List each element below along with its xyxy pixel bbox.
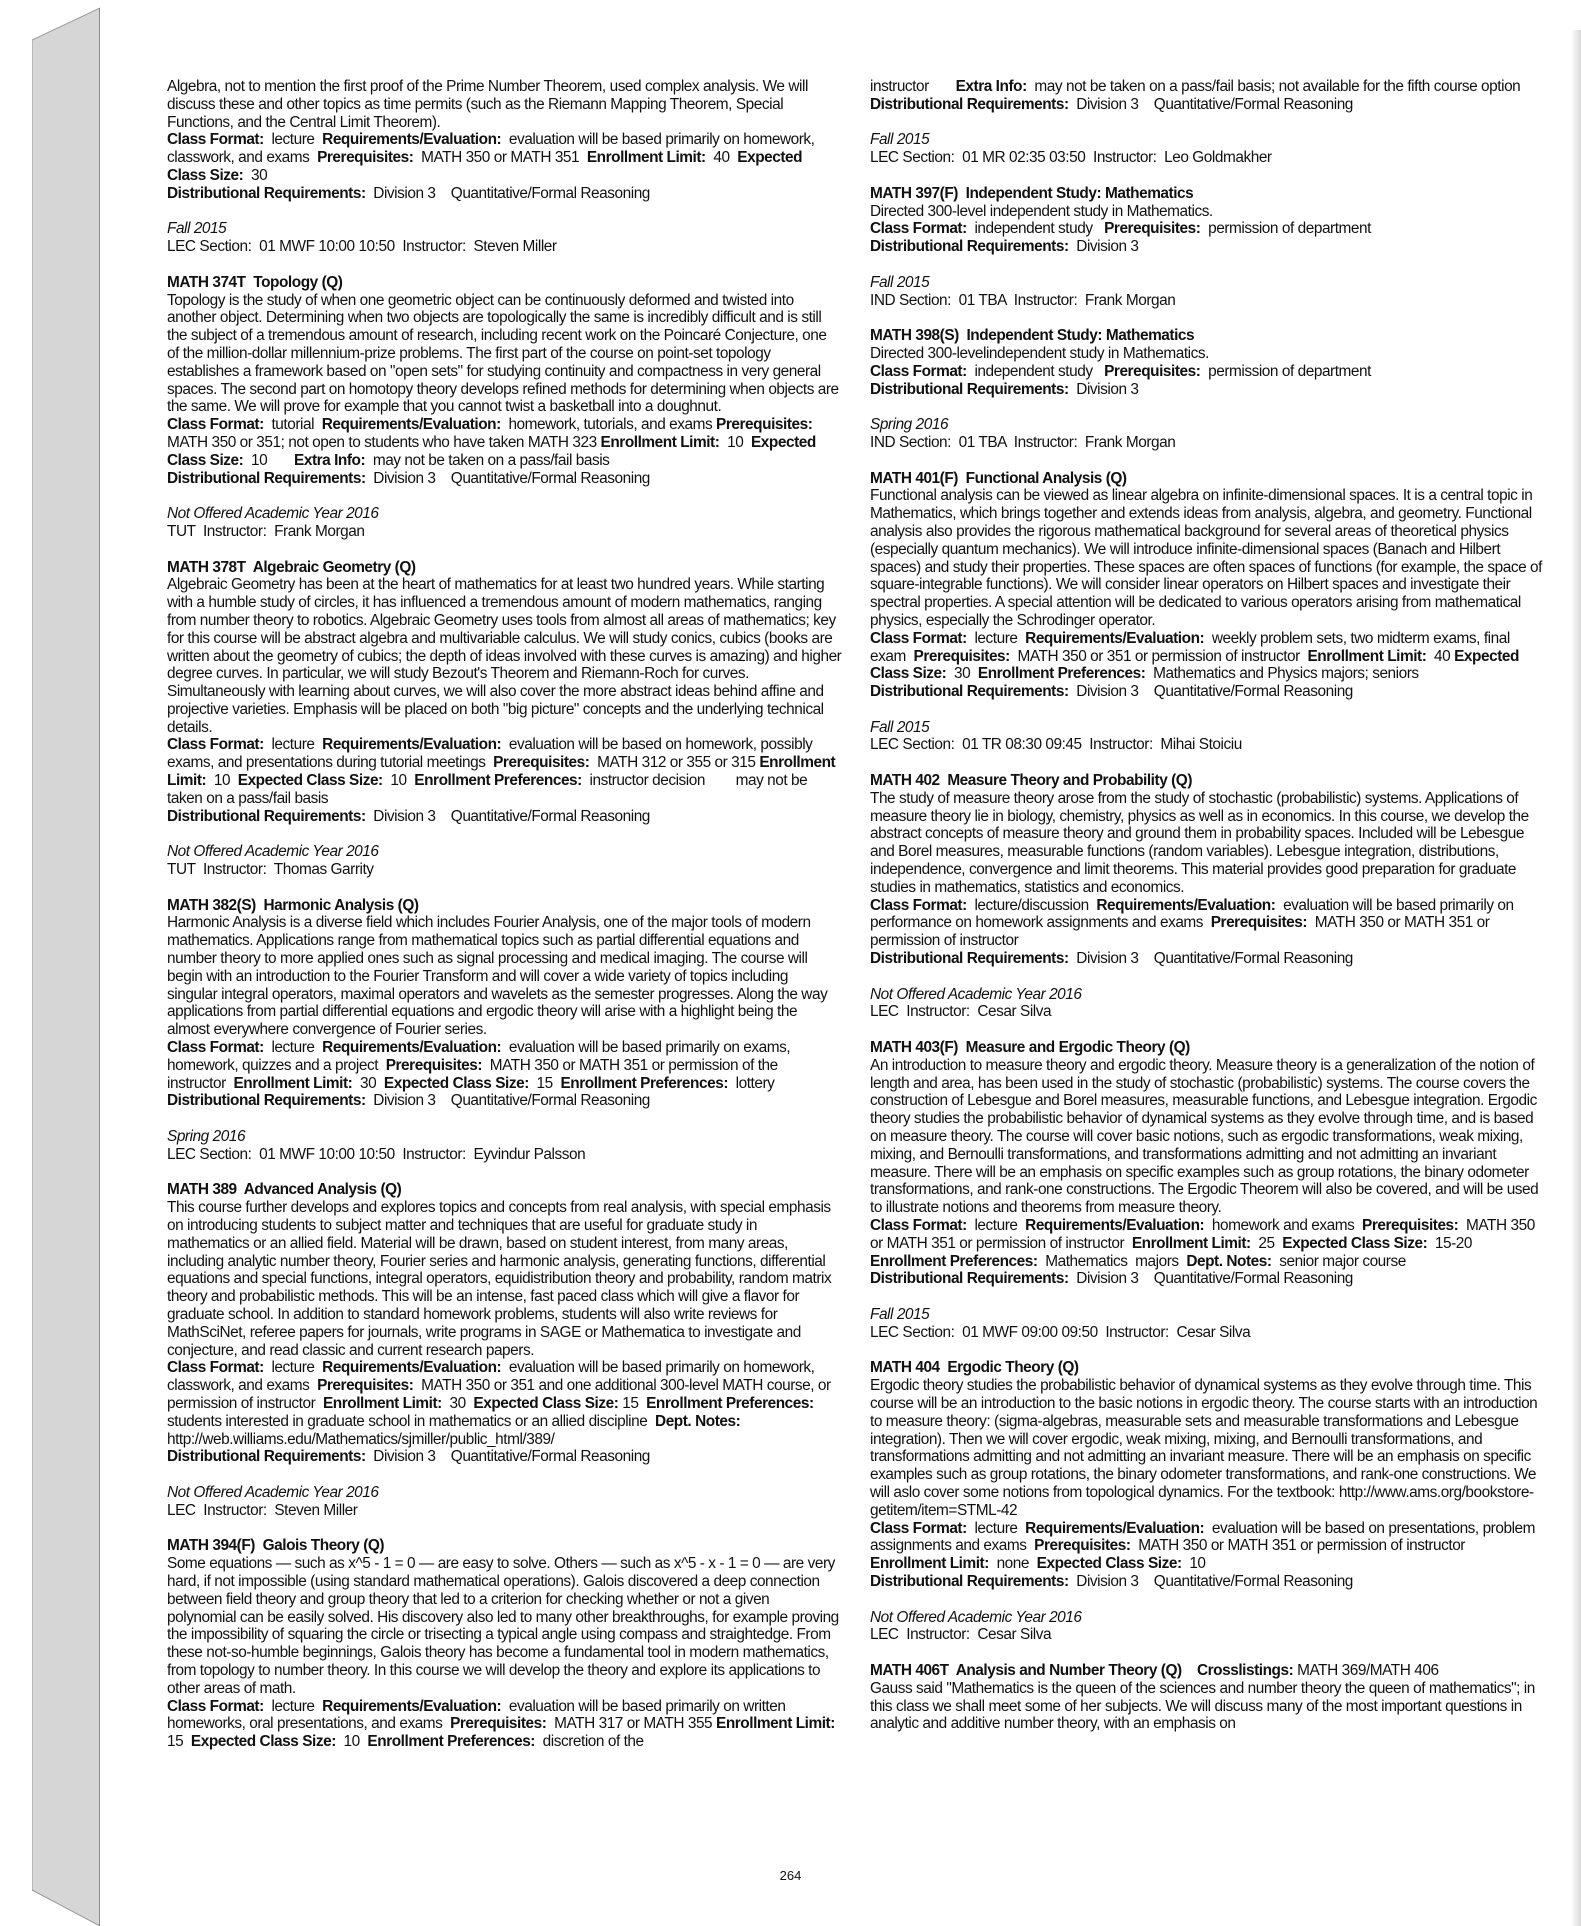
distributional-requirements: Distributional Requirements: Division 3 Quantitative/Formal Reasoning — [167, 1448, 650, 1466]
distributional-requirements: Distributional Requirements: Division 3 Quantitative/Formal Reasoning — [870, 1270, 1353, 1288]
course-section: LEC Section: 01 MR 02:35 03:50 Instructor: Leo Goldmakher — [870, 149, 1272, 167]
distributional-requirements: Distributional Requirements: Division 3 Quantitative/Formal Reasoning — [870, 950, 1353, 968]
course-details: Class Format: lecture Requirements/Evaluation: weekly problem sets, two midterm exams, final exam Prerequisites: MATH 350 or 351 or permission of instructor Enrollment Limit: 40 Expected Class Size: 30 Enrollment Preferences: Mathematics and Physics majors; seniors — [870, 629, 1519, 683]
course-term: Not Offered Academic Year 2016 — [167, 843, 379, 861]
page-number: 264 — [779, 1868, 802, 1883]
course-description: Algebra, not to mention the first proof of the Prime Number Theorem, used complex analysis. We will discuss these and other topics as time permits (such as the Riemann Mapping Theorem, Special Functions, and the Central Limit Theorem). — [167, 78, 808, 131]
course-section: LEC Instructor: Cesar Silva — [870, 1626, 1052, 1644]
course-description: Some equations — such as x^5 - 1 = 0 — are easy to solve. Others — such as x^5 - x - 1 = 0 — are very hard, if not impossible (using standard mathematical operations). Galois discovered a deep connection between field theory and group theory that led to a criterion for checking whether or not a given polynomial can be easily solved. His discovery also led to many other breakthroughs, for example proving the impossibility of squaring the circle or trisecting a typical angle using compass and straightedge. From these not-so-humble beginnings, Galois theory has become a fundamental tool in modern mathematics, from topology to number theory. In this course we will develop the theory and explore its applications to other areas of math. — [167, 1555, 839, 1697]
course-title: MATH 406T Analysis and Number Theory (Q) — [870, 1661, 1182, 1679]
course-term: Not Offered Academic Year 2016 — [870, 985, 1082, 1003]
course-title: MATH 374T Topology (Q) — [167, 273, 343, 291]
course-details: Class Format: lecture Requirements/Evaluation: homework and exams Prerequisites: MATH 350 or MATH 351 or permission of instructor Enrollment Limit: 25 Expected Class Size: 15-20 Enrollment Preferences: Mathematics majors Dept. Notes: senior major course — [870, 1217, 1535, 1270]
course-section: LEC Section: 01 MWF 09:00 09:50 Instructor: Cesar Silva — [870, 1323, 1251, 1341]
course-term: Spring 2016 — [167, 1128, 246, 1146]
course-details: Class Format: lecture Requirements/Evaluation: evaluation will be based on presentations, problem assignments and exams Prerequisites: MATH 350 or MATH 351 or permission of instructor Enrollment Limit: none Expected Class Size: 10 — [870, 1519, 1536, 1573]
distributional-requirements: Distributional Requirements: Division 3 Quantitative/Formal Reasoning — [167, 184, 650, 202]
course-details: Class Format: lecture Requirements/Evaluation: evaluation will be based primarily on homework, classwork, and exams Prerequisites: MATH 350 or MATH 351 Enrollment Limit: 40 Expected Class Size: 30 — [167, 131, 815, 184]
distributional-requirements: Distributional Requirements: Division 3 Quantitative/Formal Reasoning — [167, 469, 650, 487]
course-block — [167, 1181, 842, 1519]
course-term: Spring 2016 — [870, 416, 949, 434]
course-title: MATH 397(F) Independent Study: Mathematics — [870, 184, 1194, 202]
course-term: Fall 2015 — [870, 131, 930, 149]
distributional-requirements: Distributional Requirements: Division 3 Quantitative/Formal Reasoning — [167, 1092, 650, 1110]
course-block — [870, 327, 1545, 452]
course-details: Class Format: lecture Requirements/Evaluation: evaluation will be based on homework, possibly exams, and presentations during tutorial meetings Prerequisites: MATH 312 or 355 or 315 Enrollment Limit: 10 Expected Class Size: 10 Enrollment Preferences: instructor decision may not be taken on a pass/fail basis — [167, 736, 836, 807]
course-details: Class Format: independent study Prerequisites: permission of department — [870, 362, 1371, 380]
course-description: Topology is the study of when one geometric object can be continuously deformed and twisted into another object. Determining when two objects are topologically the same is incredibly difficult and is still the subject of a tremendous amount of research, including recent work on the Poincaré Conjecture, one of the million-dollar millennium-prize problems. The first part of the course on point-set topology establishes a framework based on "open sets" for studying continuity and compactness in very general spaces. The second part on homotopy theory develops refined methods for determining when objects are the same. We will prove for example that you cannot twist a basketball into a doughnut. — [167, 291, 839, 416]
course-description: Directed 300-levelindependent study in Mathematics. — [870, 344, 1209, 362]
course-section: IND Section: 01 TBA Instructor: Frank Morgan — [870, 291, 1176, 309]
course-description: The study of measure theory arose from the study of stochastic (probabilistic) systems. Applications of measure theory lie in biology, chemistry, physics as well as in economics. In this course, we develop the abstract concepts of measure theory and ground them in probability spaces. Included will be Lebesgue and Borel measures, measurable functions (random variables). Lebesgue integration, distributions, independence, convergence and limit theorems. This material provides good preparation for graduate studies in mathematics, statistics and economics. — [870, 789, 1529, 896]
course-details: instructor Extra Info: may not be taken on a pass/fail basis; not available for the fifth course option — [870, 78, 1521, 95]
course-section: LEC Section: 01 MWF 10:00 10:50 Instructor: Eyvindur Palsson — [167, 1145, 586, 1163]
course-block — [167, 78, 842, 256]
course-block — [870, 1359, 1545, 1644]
course-title: MATH 404 Ergodic Theory (Q) — [870, 1359, 1079, 1377]
distributional-requirements: Distributional Requirements: Division 3 — [870, 238, 1139, 256]
course-block — [870, 78, 1545, 167]
distributional-requirements: Distributional Requirements: Division 3 Quantitative/Formal Reasoning — [870, 1572, 1353, 1590]
course-description: Gauss said "Mathematics is the queen of the sciences and number theory the queen of mathematics"; in this class we shall meet some of her subjects. We will discuss many of the most important questions in analytic and additive number theory, with an emphasis on — [870, 1679, 1535, 1733]
course-title: MATH 378T Algebraic Geometry (Q) — [167, 558, 416, 576]
course-details: Class Format: lecture/discussion Requirements/Evaluation: evaluation will be based primarily on performance on homework assignments and exams Prerequisites: MATH 350 or MATH 351 or permission of instructor — [870, 896, 1514, 950]
distributional-requirements: Distributional Requirements: Division 3 — [870, 380, 1139, 398]
course-block — [167, 559, 842, 879]
course-section: TUT Instructor: Thomas Garrity — [167, 861, 374, 879]
course-title: MATH 401(F) Functional Analysis (Q) — [870, 469, 1127, 487]
course-block — [870, 772, 1545, 1021]
distributional-requirements: Distributional Requirements: Division 3 Quantitative/Formal Reasoning — [870, 683, 1353, 701]
course-term: Not Offered Academic Year 2016 — [167, 1483, 379, 1501]
course-details: Class Format: independent study Prerequisites: permission of department — [870, 220, 1371, 238]
course-term: Fall 2015 — [870, 1305, 930, 1323]
course-description: Algebraic Geometry has been at the heart of mathematics for at least two hundred years. While starting with a humble study of circles, it has influenced a tremendous amount of modern mathematics, ranging from number theory to robotics. Algebraic Geometry uses tools from almost all areas of mathematics; key for this course will be abstract algebra and multivariable calculus. We will study conics, cubics (books are written about the geometry of cubics; the depth of ideas involved with these curves is amazing) and higher degree curves. In particular, we will study Bezout's Theorem and Riemann-Roch for curves. Simultaneously with learning about curves, we will also cover the more abstract ideas behind affine and projective varieties. Emphasis will be placed on both "big picture" concepts and the underlying technical details. — [167, 576, 842, 736]
left-column — [167, 78, 842, 1751]
course-description: Functional analysis can be viewed as linear algebra on infinite-dimensional spaces. It is a central topic in Mathematics, which brings together and extends ideas from analysis, algebra, and geometry. Functional analysis also provides the rigorous mathematical background for several areas of theoretical physics (especially quantum mechanics). We will introduce infinite-dimensional spaces (Banach and Hilbert spaces) and study their properties. These spaces are often spaces of functions (for example, the space of square-integrable functions). We will consider linear operators on Hilbert spaces and investigate their spectral properties. A special attention will be dedicated to various operators arising from mathematical physics, especially the Schrodinger operator. — [870, 487, 1542, 629]
course-block — [870, 1039, 1545, 1342]
course-title: MATH 398(S) Independent Study: Mathematics — [870, 327, 1195, 345]
crosslistings-label: Crosslistings: — [1196, 1661, 1294, 1679]
course-title: MATH 394(F) Galois Theory (Q) — [167, 1537, 385, 1555]
course-term: Not Offered Academic Year 2016 — [870, 1608, 1082, 1626]
course-details: Class Format: lecture Requirements/Evaluation: evaluation will be based primarily on exams, homework, quizzes and a project Prerequisites: MATH 350 or MATH 351 or permission of the instructor Enrollment Limit: 30 Expected Class Size: 15 Enrollment Preferences: lottery — [167, 1039, 791, 1092]
course-section: LEC Instructor: Steven Miller — [167, 1501, 358, 1519]
course-description: Harmonic Analysis is a diverse field which includes Fourier Analysis, one of the major tools of modern mathematics. Applications range from mathematical topics such as partial differential equations and number theory to more applied ones such as signal processing and medical imaging. The course will begin with an introduction to the Fourier Transform and will cover a wide variety of topics including singular integral operators, maximal operators and wavelets as the semester progresses. Along the way applications from partial differential equations and ergodic theory will arise with a highlight being the almost everywhere convergence of Fourier series. — [167, 914, 828, 1039]
course-title: MATH 382(S) Harmonic Analysis (Q) — [167, 896, 419, 914]
course-term: Fall 2015 — [870, 273, 930, 291]
course-block — [167, 274, 842, 541]
course-title: MATH 402 Measure Theory and Probability (Q) — [870, 772, 1192, 790]
course-title: MATH 389 Advanced Analysis (Q) — [167, 1181, 402, 1199]
course-block — [167, 1537, 842, 1751]
distributional-requirements: Distributional Requirements: Division 3 Quantitative/Formal Reasoning — [870, 95, 1353, 113]
course-term: Fall 2015 — [167, 220, 227, 238]
right-column — [870, 78, 1545, 1733]
course-description: This course further develops and explores topics and concepts from real analysis, with special emphasis on introducing students to subject matter and techniques that are useful for graduate study in mathematics or an allied field. Material will be drawn, based on student interest, from many areas, including analytic number theory, Fourier series and harmonic analysis, generating functions, differential equations and special functions, integral operators, equidistribution theory and probability, random matrix theory and probabilistic methods. This will be an intense, fast paced class which will give a flavor for graduate school. In addition to standard homework problems, students will also write reviews for MathSciNet, referee papers for journals, write programs in SAGE or Mathematica to investigate and conjecture, and read classic and current research papers. — [167, 1199, 832, 1359]
course-section: IND Section: 01 TBA Instructor: Frank Morgan — [870, 433, 1176, 451]
course-title: MATH 403(F) Measure and Ergodic Theory (Q) — [870, 1039, 1190, 1057]
page-shadow — [1571, 30, 1581, 1926]
course-block — [870, 470, 1545, 755]
crosslistings: MATH 369/MATH 406 — [1297, 1661, 1439, 1679]
course-term: Not Offered Academic Year 2016 — [167, 505, 379, 523]
course-details: Class Format: tutorial Requirements/Evaluation: homework, tutorials, and exams Prerequisites: MATH 350 or 351; not open to students who have taken MATH 323 Enrollment Limit: 10 Expected Class Size: 10 Extra Info: may not be taken on a pass/fail basis — [167, 416, 816, 469]
course-section: LEC Section: 01 TR 08:30 09:45 Instructor: Mihai Stoiciu — [870, 736, 1242, 754]
book-spine — [32, 0, 102, 1926]
course-description: Ergodic theory studies the probabilistic behavior of dynamical systems as they evolve through time. This course will be an introduction to the basic notions in ergodic theory. The course starts with an introduction to measure theory: (sigma-algebras, measurable sets and measurable transformations and Lebesgue integration). Then we will cover ergodic, weak mixing, mixing, and Bernoulli transformations, and transformations admitting and not admitting an invariant measure. There will be an emphasis on specific examples such as group rotations, the binary odometer transformations, and rank-one constructions. We will aslo cover some notions from topological dynamics. For the textbook: http://www.ams.org/bookstore-getitem/item=STML-42 — [870, 1377, 1538, 1519]
course-block — [167, 897, 842, 1164]
course-block — [870, 1662, 1545, 1733]
course-section: LEC Instructor: Cesar Silva — [870, 1003, 1052, 1021]
course-details: Class Format: lecture Requirements/Evaluation: evaluation will be based primarily on homework, classwork, and exams Prerequisites: MATH 350 or 351 and one additional 300-level MATH course, or permission of instructor Enrollment Limit: 30 Expected Class Size: 15 Enrollment Preferences: students interested in graduate school in mathematics or an allied discipline Dept. Notes: http://web.williams.edu/Mathematics/sjmiller/public_html/389/ — [167, 1359, 831, 1448]
course-block — [870, 185, 1545, 310]
course-description: An introduction to measure theory and ergodic theory. Measure theory is a generalization of the notion of length and area, has been used in the study of stochastic (probabilistic) systems. The course covers the construction of Lebesgue and Borel measures, measurable functions, and Lebesgue integration. Ergodic theory studies the probabilistic behavior of dynamical systems as they evolve through time, and is based on measure theory. The course will cover basic notions, such as ergodic transformations, weak mixing, mixing, and Bernoulli transformations, and transformations admitting and not admitting an invariant measure. There will be an emphasis on specific examples such as group rotations, the binary odometer transformations, and rank-one constructions. The Ergodic Theorem will also be covered, and will be used to illustrate notions and theorems from measure theory. — [870, 1056, 1539, 1217]
course-section: TUT Instructor: Frank Morgan — [167, 522, 365, 540]
course-description: Directed 300-level independent study in Mathematics. — [870, 202, 1213, 220]
distributional-requirements: Distributional Requirements: Division 3 Quantitative/Formal Reasoning — [167, 807, 650, 825]
course-details: Class Format: lecture Requirements/Evaluation: evaluation will be based primarily on written homeworks, oral presentations, and exams Prerequisites: MATH 317 or MATH 355 Enrollment Limit: 15 Expected Class Size: 10 Enrollment Preferences: discretion of the — [167, 1697, 835, 1751]
course-term: Fall 2015 — [870, 718, 930, 736]
course-section: LEC Section: 01 MWF 10:00 10:50 Instructor: Steven Miller — [167, 238, 557, 256]
